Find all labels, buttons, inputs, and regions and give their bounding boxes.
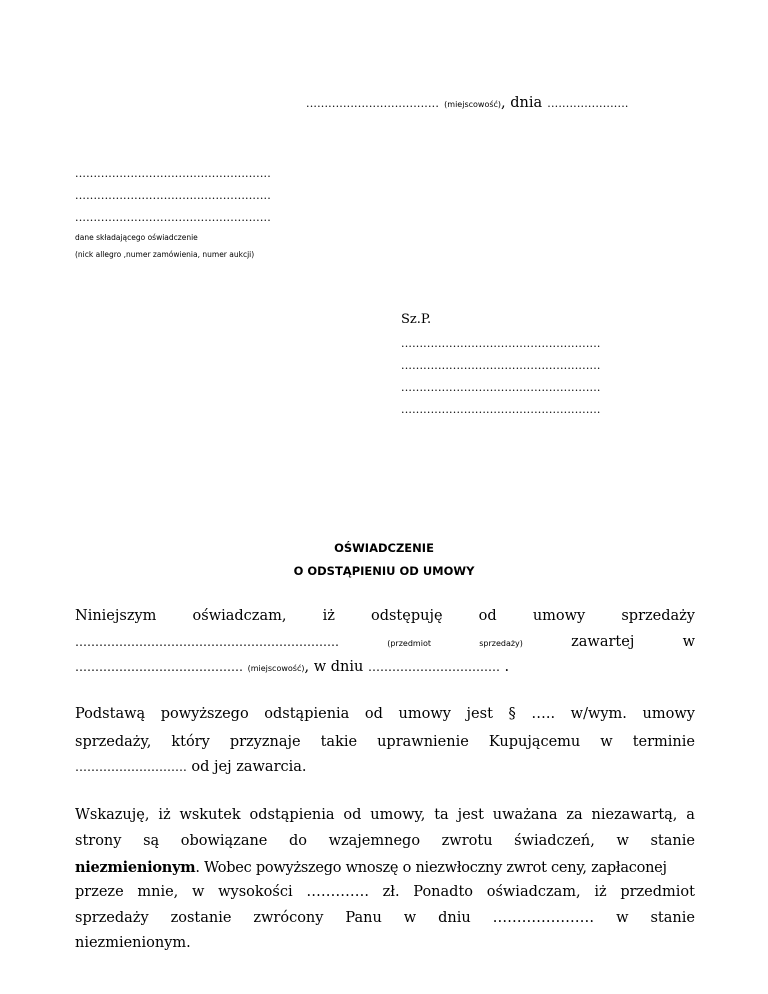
word: umowy bbox=[642, 706, 695, 722]
recipient-line-1: ...................................................... bbox=[401, 337, 601, 350]
word: do bbox=[288, 833, 307, 849]
word: przyznaje bbox=[229, 734, 301, 750]
date-dots: ...................... bbox=[547, 97, 629, 110]
word: umowy bbox=[398, 706, 451, 722]
para3-line5 bbox=[75, 910, 695, 926]
word: w bbox=[191, 884, 205, 900]
word: wysokości bbox=[218, 884, 293, 900]
word: ….. bbox=[531, 706, 556, 722]
word: w bbox=[600, 734, 613, 750]
word: są bbox=[143, 833, 160, 849]
emphasis-word: niezmienionym bbox=[75, 859, 196, 876]
recipient-line-3: ...................................................... bbox=[401, 381, 601, 394]
word: od bbox=[343, 807, 362, 823]
sender-caption-1: dane składającego oświadczenie bbox=[75, 233, 198, 242]
place-dots: .................................... bbox=[306, 97, 440, 110]
word: Panu bbox=[345, 910, 382, 926]
word: iż bbox=[322, 608, 335, 624]
word: obowiązane bbox=[180, 833, 268, 849]
word: świadczeń, bbox=[514, 833, 595, 849]
word: Kupującemu bbox=[488, 734, 581, 750]
document-title: OŚWIADCZENIE bbox=[334, 541, 434, 555]
word: oświadczam, bbox=[192, 608, 287, 624]
word: odstąpienia bbox=[264, 706, 350, 722]
word: zostanie bbox=[170, 910, 232, 926]
text: . Wobec powyższego wnoszę o niezwłoczny zwrot ceny, zapłaconej bbox=[195, 860, 667, 876]
word: jest bbox=[466, 706, 493, 722]
recipient-line-2: ...................................................... bbox=[401, 359, 601, 372]
para3-line4 bbox=[75, 884, 695, 900]
word: Ponadto bbox=[413, 884, 474, 900]
word: Niniejszym bbox=[75, 608, 157, 624]
para2-line1 bbox=[75, 706, 695, 722]
word: terminie bbox=[632, 734, 695, 750]
word: umowy bbox=[532, 608, 586, 624]
word: dniu bbox=[438, 910, 471, 926]
word: jest bbox=[457, 807, 484, 823]
para3-line1 bbox=[75, 807, 695, 823]
word: wzajemnego bbox=[328, 833, 421, 849]
word: przeze bbox=[75, 884, 124, 900]
place-label-2: (miejscowość) bbox=[247, 664, 305, 673]
word: niezawartą, bbox=[591, 807, 678, 823]
date-dots-2: …………………………… bbox=[367, 660, 500, 674]
word: sprzedaży, bbox=[75, 734, 152, 750]
word: a bbox=[686, 807, 695, 823]
word: od bbox=[364, 706, 383, 722]
word: odstąpienia bbox=[249, 807, 335, 823]
word: odstępuję bbox=[370, 608, 443, 624]
term-dots: ………………………. bbox=[75, 760, 187, 774]
word: iż bbox=[158, 807, 171, 823]
word: § bbox=[508, 706, 516, 722]
word: zawartej bbox=[571, 634, 635, 650]
word: uprawnienie bbox=[377, 734, 469, 750]
sender-line-3: ..................................................... bbox=[75, 211, 271, 224]
word: stanie bbox=[650, 910, 695, 926]
word: takie bbox=[320, 734, 358, 750]
para1-line2 bbox=[75, 634, 695, 650]
word: w/wym. bbox=[570, 706, 627, 722]
word: strony bbox=[75, 833, 122, 849]
word: Podstawą bbox=[75, 706, 146, 722]
word: powyższego bbox=[160, 706, 249, 722]
recipient-salutation: Sz.P. bbox=[401, 312, 432, 327]
word: zwrotu bbox=[441, 833, 493, 849]
date-prefix: , dnia bbox=[501, 95, 543, 111]
place-date-line bbox=[306, 92, 629, 111]
subject-dots: ………………………………………………………… bbox=[75, 635, 339, 649]
word: oświadczam, bbox=[486, 884, 581, 900]
word: iż bbox=[594, 884, 607, 900]
word: w bbox=[403, 910, 417, 926]
para2-line3 bbox=[75, 759, 307, 775]
term-text: od jej zawarcia. bbox=[186, 759, 307, 775]
word: wskutek bbox=[179, 807, 241, 823]
word: stanie bbox=[650, 833, 695, 849]
para1-line3 bbox=[75, 659, 509, 675]
word: za bbox=[566, 807, 583, 823]
word: przedmiot bbox=[620, 884, 695, 900]
sender-caption-2: (nick allegro ,numer zamówienia, numer aukcji) bbox=[75, 250, 255, 259]
place-label: (miejscowość) bbox=[444, 100, 502, 109]
subject-label-b: sprzedaży) bbox=[479, 639, 523, 648]
amount-dots: …………. bbox=[306, 884, 369, 900]
word: zł. bbox=[382, 884, 400, 900]
para1-line1 bbox=[75, 608, 695, 624]
para3-line2 bbox=[75, 833, 695, 849]
word: Wskazuję, bbox=[75, 807, 150, 823]
period: . bbox=[504, 659, 510, 675]
recipient-line-4: ...................................................... bbox=[401, 403, 601, 416]
sender-line-2: ..................................................... bbox=[75, 189, 271, 202]
subject-label-a: (przedmiot bbox=[387, 639, 431, 648]
document-subtitle: O ODSTĄPIENIU OD UMOWY bbox=[293, 564, 475, 578]
word: w bbox=[682, 634, 695, 650]
word: zwrócony bbox=[253, 910, 324, 926]
para2-line2 bbox=[75, 734, 695, 750]
word: sprzedaży bbox=[75, 910, 149, 926]
date-prefix-2: , w dniu bbox=[304, 659, 364, 675]
word: w bbox=[616, 833, 629, 849]
word: który bbox=[171, 734, 210, 750]
word: ta bbox=[434, 807, 449, 823]
word: w bbox=[616, 910, 629, 926]
word: mnie, bbox=[137, 884, 179, 900]
sender-line-1: ..................................................... bbox=[75, 167, 271, 180]
word: od bbox=[478, 608, 497, 624]
return-date-dots: ………………… bbox=[492, 910, 595, 926]
word: uważana bbox=[492, 807, 558, 823]
para3-line6: niezmienionym. bbox=[75, 935, 191, 951]
para3-line3 bbox=[75, 859, 667, 876]
word: umowy, bbox=[370, 807, 426, 823]
word: sprzedaży bbox=[621, 608, 695, 624]
place-dots-2: …………………………………… bbox=[75, 660, 243, 674]
